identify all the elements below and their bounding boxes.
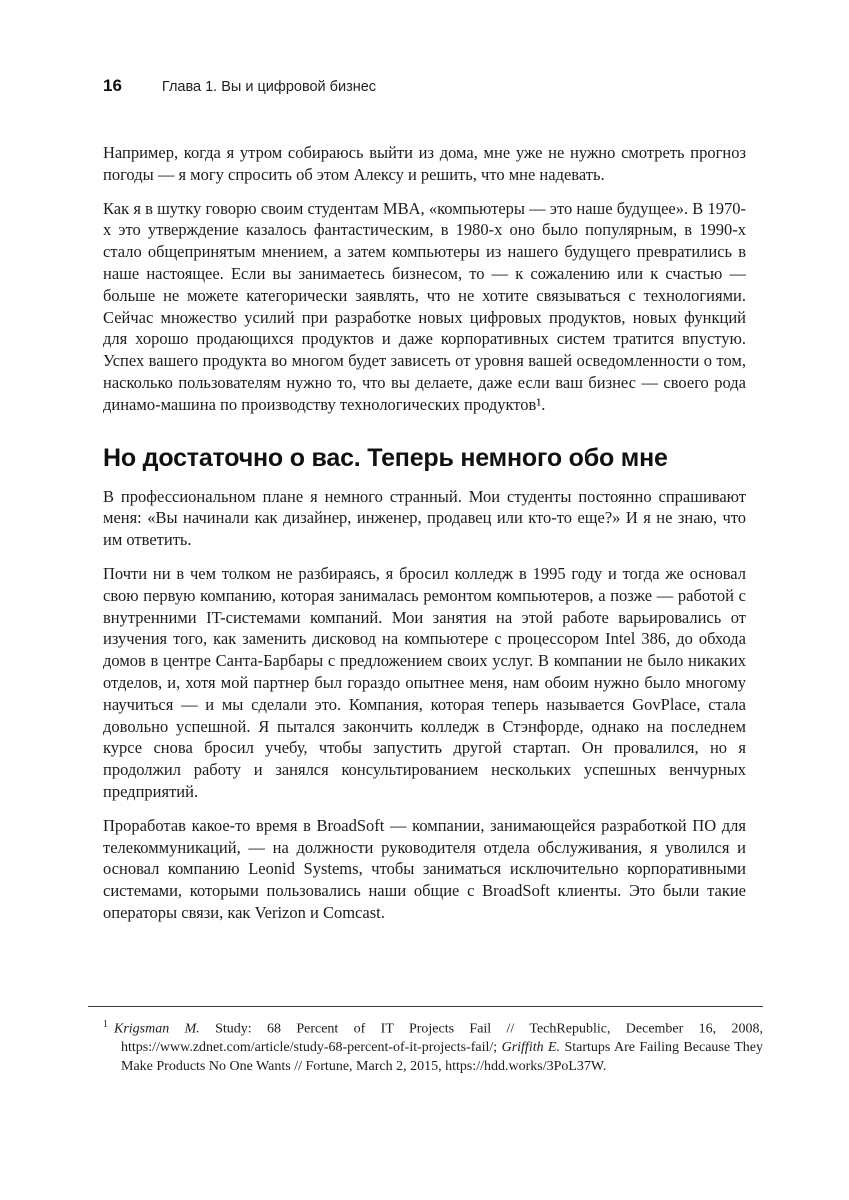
paragraph: Проработав какое-то время в BroadSoft — компании, занимающейся разработкой ПО для телекоммуникаций, — на должности руководителя отдела обслуживания, я уволился и основал компанию Leonid Systems, чтобы заниматься исключительно корпоративными системами, которыми пользовались наши общие с BroadSoft клиенты. Это были такие операторы связи, как Verizon и Comcast. — [103, 815, 746, 922]
paragraph: Например, когда я утром собираюсь выйти из дома, мне уже не нужно смотреть прогноз погоды — я могу спросить об этом Алексу и решить, что мне надевать. — [103, 143, 746, 184]
footnote-citation-author: Griffith E. — [501, 1040, 561, 1056]
page-header — [103, 76, 746, 96]
section-heading: Но достаточно о вас. Теперь немного обо мне — [103, 443, 668, 472]
footnote-citation-author: Krigsman M. — [114, 1021, 200, 1037]
footnote-text — [103, 1016, 763, 1076]
footnote-marker: 1 — [103, 1019, 108, 1030]
paragraph: Как я в шутку говорю своим студентам MBA, «компьютеры — это наше будущее». В 1970-х это утверждение казалось фантастическим, в 1980-х оно было популярным, в 1990-х стало общепринятым мнением, а затем компьютеры из нашего будущего превратились в наше настоящее. Если вы занимаетесь бизнесом, то — к сожалению или к счастью — больше не можете категорически заявлять, что не хотите связываться с технологиями. Сейчас множество усилий при разработке новых цифровых продуктов, новых функций для хорошо продающихся продуктов и даже корпоративных систем тратится впустую. Успех вашего продукта во многом будет зависеть от уровня вашей осведомленности о том, насколько пользователям нужно то, что вы делаете, даже если ваш бизнес — своего рода динамо-машина по производству технологических продуктов¹. — [103, 198, 746, 414]
running-title: Глава 1. Вы и цифровой бизнес — [161, 79, 377, 95]
paragraph: Почти ни в чем толком не разбираясь, я бросил колледж в 1995 году и тогда же основал свою первую компанию, которая занималась ремонтом компьютеров, а позже — работой с внутренними IT-системами компаний. Мои занятия на этой работе варьировались от изучения того, как заменить дисковод на компьютере с процессором Intel 386, до обхода домов в центре Санта-Барбары с предложением своих услуг. В компании не было никаких отделов, и, хотя мой партнер был гораздо опытнее меня, нам обоим нужно было многому научиться — и мы сделали это. Компания, которая теперь называется GovPlace, стала довольно успешной. Я пытался закончить колледж в Стэнфорде, однако на последнем курсе снова бросил учебу, чтобы запустить другой стартап. Он провалился, но я продолжил работу и занялся консультированием нескольких успешных венчурных предприятий. — [103, 563, 746, 801]
footnote-separator — [88, 1006, 763, 1007]
footnote-citation-body: Study: 68 Percent of IT Projects Fail // TechRepublic, December 16, 2008, https://www.zdnet.com/article/study-68-percent-of-it-projects-fail/; — [121, 1021, 763, 1056]
footnote-citation-body: Startups Are Failing Because They Make Products No One Wants // Fortune, March 2, 2015, https://hdd.works/3PoL37W. — [121, 1040, 763, 1074]
footnote — [88, 1006, 763, 1076]
paragraph: В профессиональном плане я немного странный. Мои студенты постоянно спрашивают меня: «Вы начинали как дизайнер, инженер, продавец или кто-то еще?» И я не знаю, что им ответить. — [103, 486, 746, 550]
page-number: 16 — [103, 76, 122, 95]
